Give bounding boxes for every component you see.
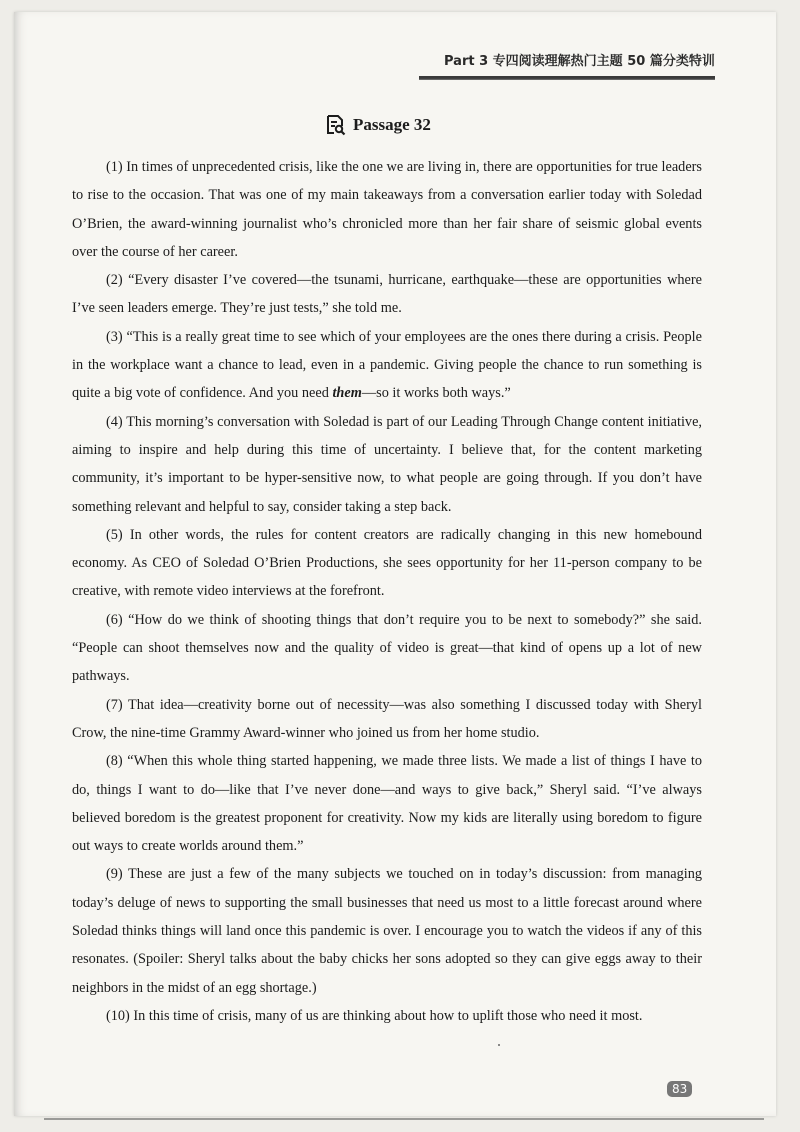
- passage-body: [72, 153, 702, 1030]
- paragraph-8: (8) “When this whole thing started happening, we made three lists. We made a list of things I have to do, things I want to do—like that I’ve never done—and ways to give back,” Sheryl said. “I’ve always believed boredom is the greatest proponent for creativity. Now my kids are literally using boredom to figure out ways to create worlds around them.”: [72, 753, 702, 855]
- emphasized-word: them: [332, 385, 362, 402]
- passage-heading: [324, 114, 431, 136]
- paragraph-5: (5) In other words, the rules for content creators are radically changing in this new homebound economy. As CEO of Soledad O’Brien Productions, she sees opportunity for her 11-person company to be creative, with remote video interviews at the forefront.: [72, 526, 702, 600]
- paragraph-4: (4) This morning’s conversation with Soledad is part of our Leading Through Change content initiative, aiming to inspire and help during this time of uncertainty. I believe that, for the content marketing community, it’s important to be hyper-sensitive now, to what people are going through. If you don’t have something relevant and helpful to say, consider taking a step back.: [72, 413, 702, 515]
- paragraph-6: (6) “How do we think of shooting things that don’t require you to be next to somebody?” she said. “People can shoot themselves now and the quality of video is great—that kind of opens up a lot of new pathways.: [72, 611, 702, 685]
- print-speck: [498, 1044, 500, 1046]
- page-number: 83: [667, 1081, 692, 1097]
- header-rule: [419, 76, 715, 80]
- book-page: [14, 12, 776, 1116]
- paragraph-3-text-end: —so it works both ways.”: [361, 385, 511, 402]
- paragraph-3: [72, 323, 702, 408]
- paragraph-10: (10) In this time of crisis, many of us are thinking about how to uplift those who need it most.: [106, 1007, 643, 1024]
- paragraph-7: (7) That idea—creativity borne out of necessity—was also something I discussed today with Sheryl Crow, the nine-time Grammy Award-winner who joined us from her home studio.: [72, 696, 702, 741]
- passage-title: Passage 32: [353, 115, 431, 134]
- reading-note-icon: [324, 114, 346, 136]
- paragraph-9: (9) These are just a few of the many subjects we touched on in today’s discussion: from managing today’s deluge of news to supporting the small businesses that need us most to a little forecast around where Soledad thinks things will land once this pandemic is over. I encourage you to watch the videos if any of this resonates. (Spoiler: Sheryl talks about the baby chicks her sons adopted so they can give eggs away to their neighbors in the midst of an egg shortage.): [72, 866, 702, 996]
- paragraph-3-text: (3) “This is a really great time to see which of your employees are the ones there during a crisis. People in the workplace want a chance to lead, even in a pandemic. Giving people the chance to run something is quite a big vote of confidence. And you need: [72, 328, 702, 402]
- page-bottom-edge: [44, 1118, 764, 1120]
- paragraph-2: (2) “Every disaster I’ve covered—the tsunami, hurricane, earthquake—these are opportunities where I’ve seen leaders emerge. They’re just tests,” she told me.: [72, 272, 702, 317]
- paragraph-1: (1) In times of unprecedented crisis, like the one we are living in, there are opportunities for true leaders to rise to the occasion. That was one of my main takeaways from a conversation earlier today with Soledad O’Brien, the award-winning journalist who’s chronicled more than her fair share of seismic global events over the course of her career.: [72, 159, 702, 260]
- running-header: Part 3 专四阅读理解热门主题 50 篇分类特训: [444, 54, 715, 69]
